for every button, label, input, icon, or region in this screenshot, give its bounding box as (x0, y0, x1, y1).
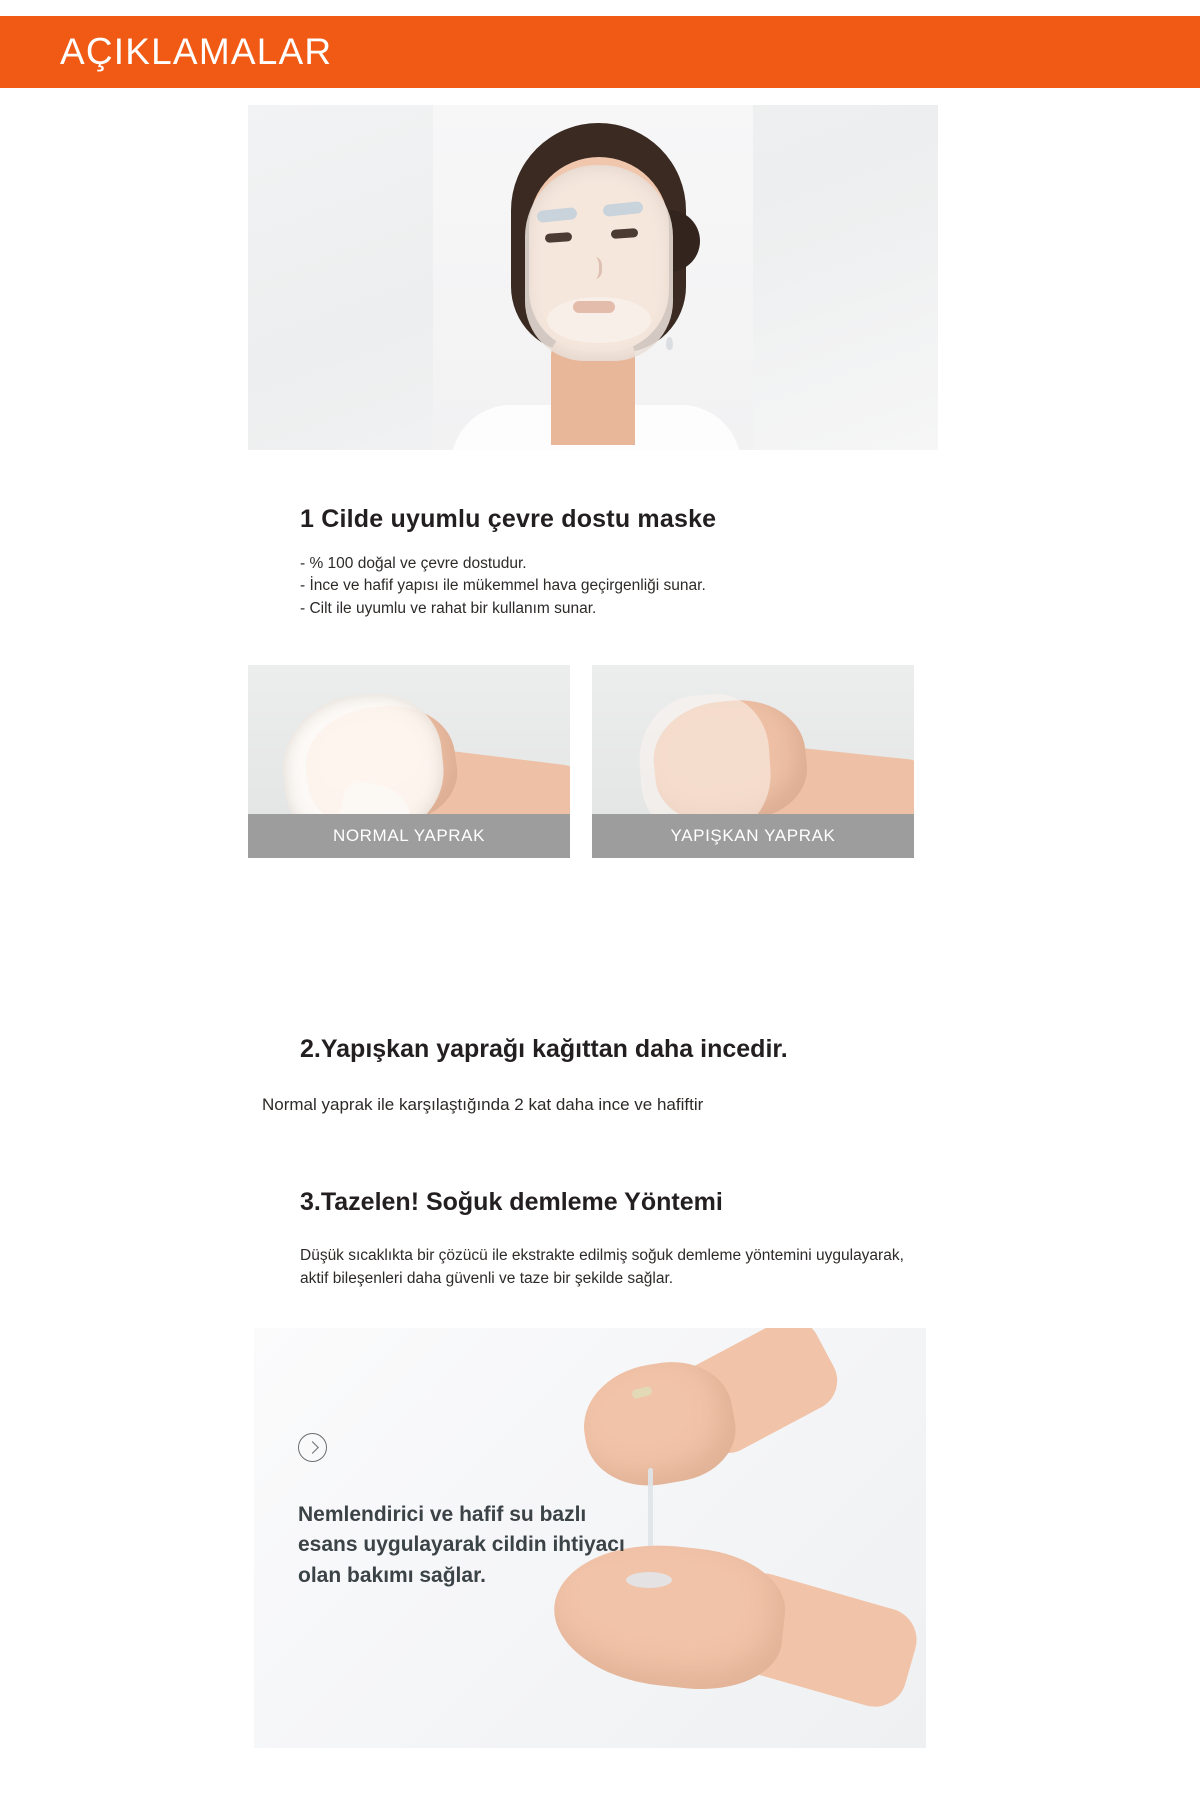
panel-essence-pool (626, 1572, 672, 1588)
hero-photo (433, 105, 753, 450)
hero-image (248, 105, 938, 450)
sticky-leaf-caption: YAPIŞKAN YAPRAK (592, 814, 914, 858)
section2-title: 2.Yapışkan yaprağı kağıttan daha incedir. (300, 1035, 788, 1063)
comparison-card-normal (248, 665, 570, 858)
section1-bullet-2: - İnce ve hafif yapısı ile mükemmel hava geçirgenliği sunar. (300, 577, 706, 595)
panel-caption: Nemlendirici ve hafif su bazlı esans uygulayarak cildin ihtiyacı olan bakımı sağlar. (298, 1503, 625, 1587)
comparison-card-sticky (592, 665, 914, 858)
model-eye-left (545, 232, 573, 243)
header-banner (0, 16, 1200, 88)
essence-drop (666, 337, 673, 350)
model-eye-right (611, 228, 639, 239)
normal-leaf-caption: NORMAL YAPRAK (248, 814, 570, 858)
section1-title: 1 Cilde uyumlu çevre dostu maske (300, 505, 717, 533)
chevron-right-circle-icon (298, 1433, 327, 1462)
page-title: AÇIKLAMALAR (60, 31, 333, 72)
section1-bullet-1: - % 100 doğal ve çevre dostudur. (300, 555, 527, 572)
section3-body: Düşük sıcaklıkta bir çözücü ile ekstrakte edilmiş soğuk demleme yöntemini uygulayarak, aktif bileşenleri daha güvenli ve taze bir şekilde sağlar. (300, 1247, 904, 1288)
model-nose (585, 257, 602, 279)
comparison-row (248, 665, 914, 858)
section1-bullet-3: - Cilt ile uyumlu ve rahat bir kullanım sunar. (300, 599, 597, 617)
section1-bullets (300, 553, 706, 620)
model-lips (573, 301, 615, 313)
section3-title: 3.Tazelen! Soğuk demleme Yöntemi (300, 1188, 723, 1216)
section2-body: Normal yaprak ile karşılaştığında 2 kat daha ince ve hafiftir (262, 1095, 704, 1114)
essence-panel (254, 1328, 926, 1748)
